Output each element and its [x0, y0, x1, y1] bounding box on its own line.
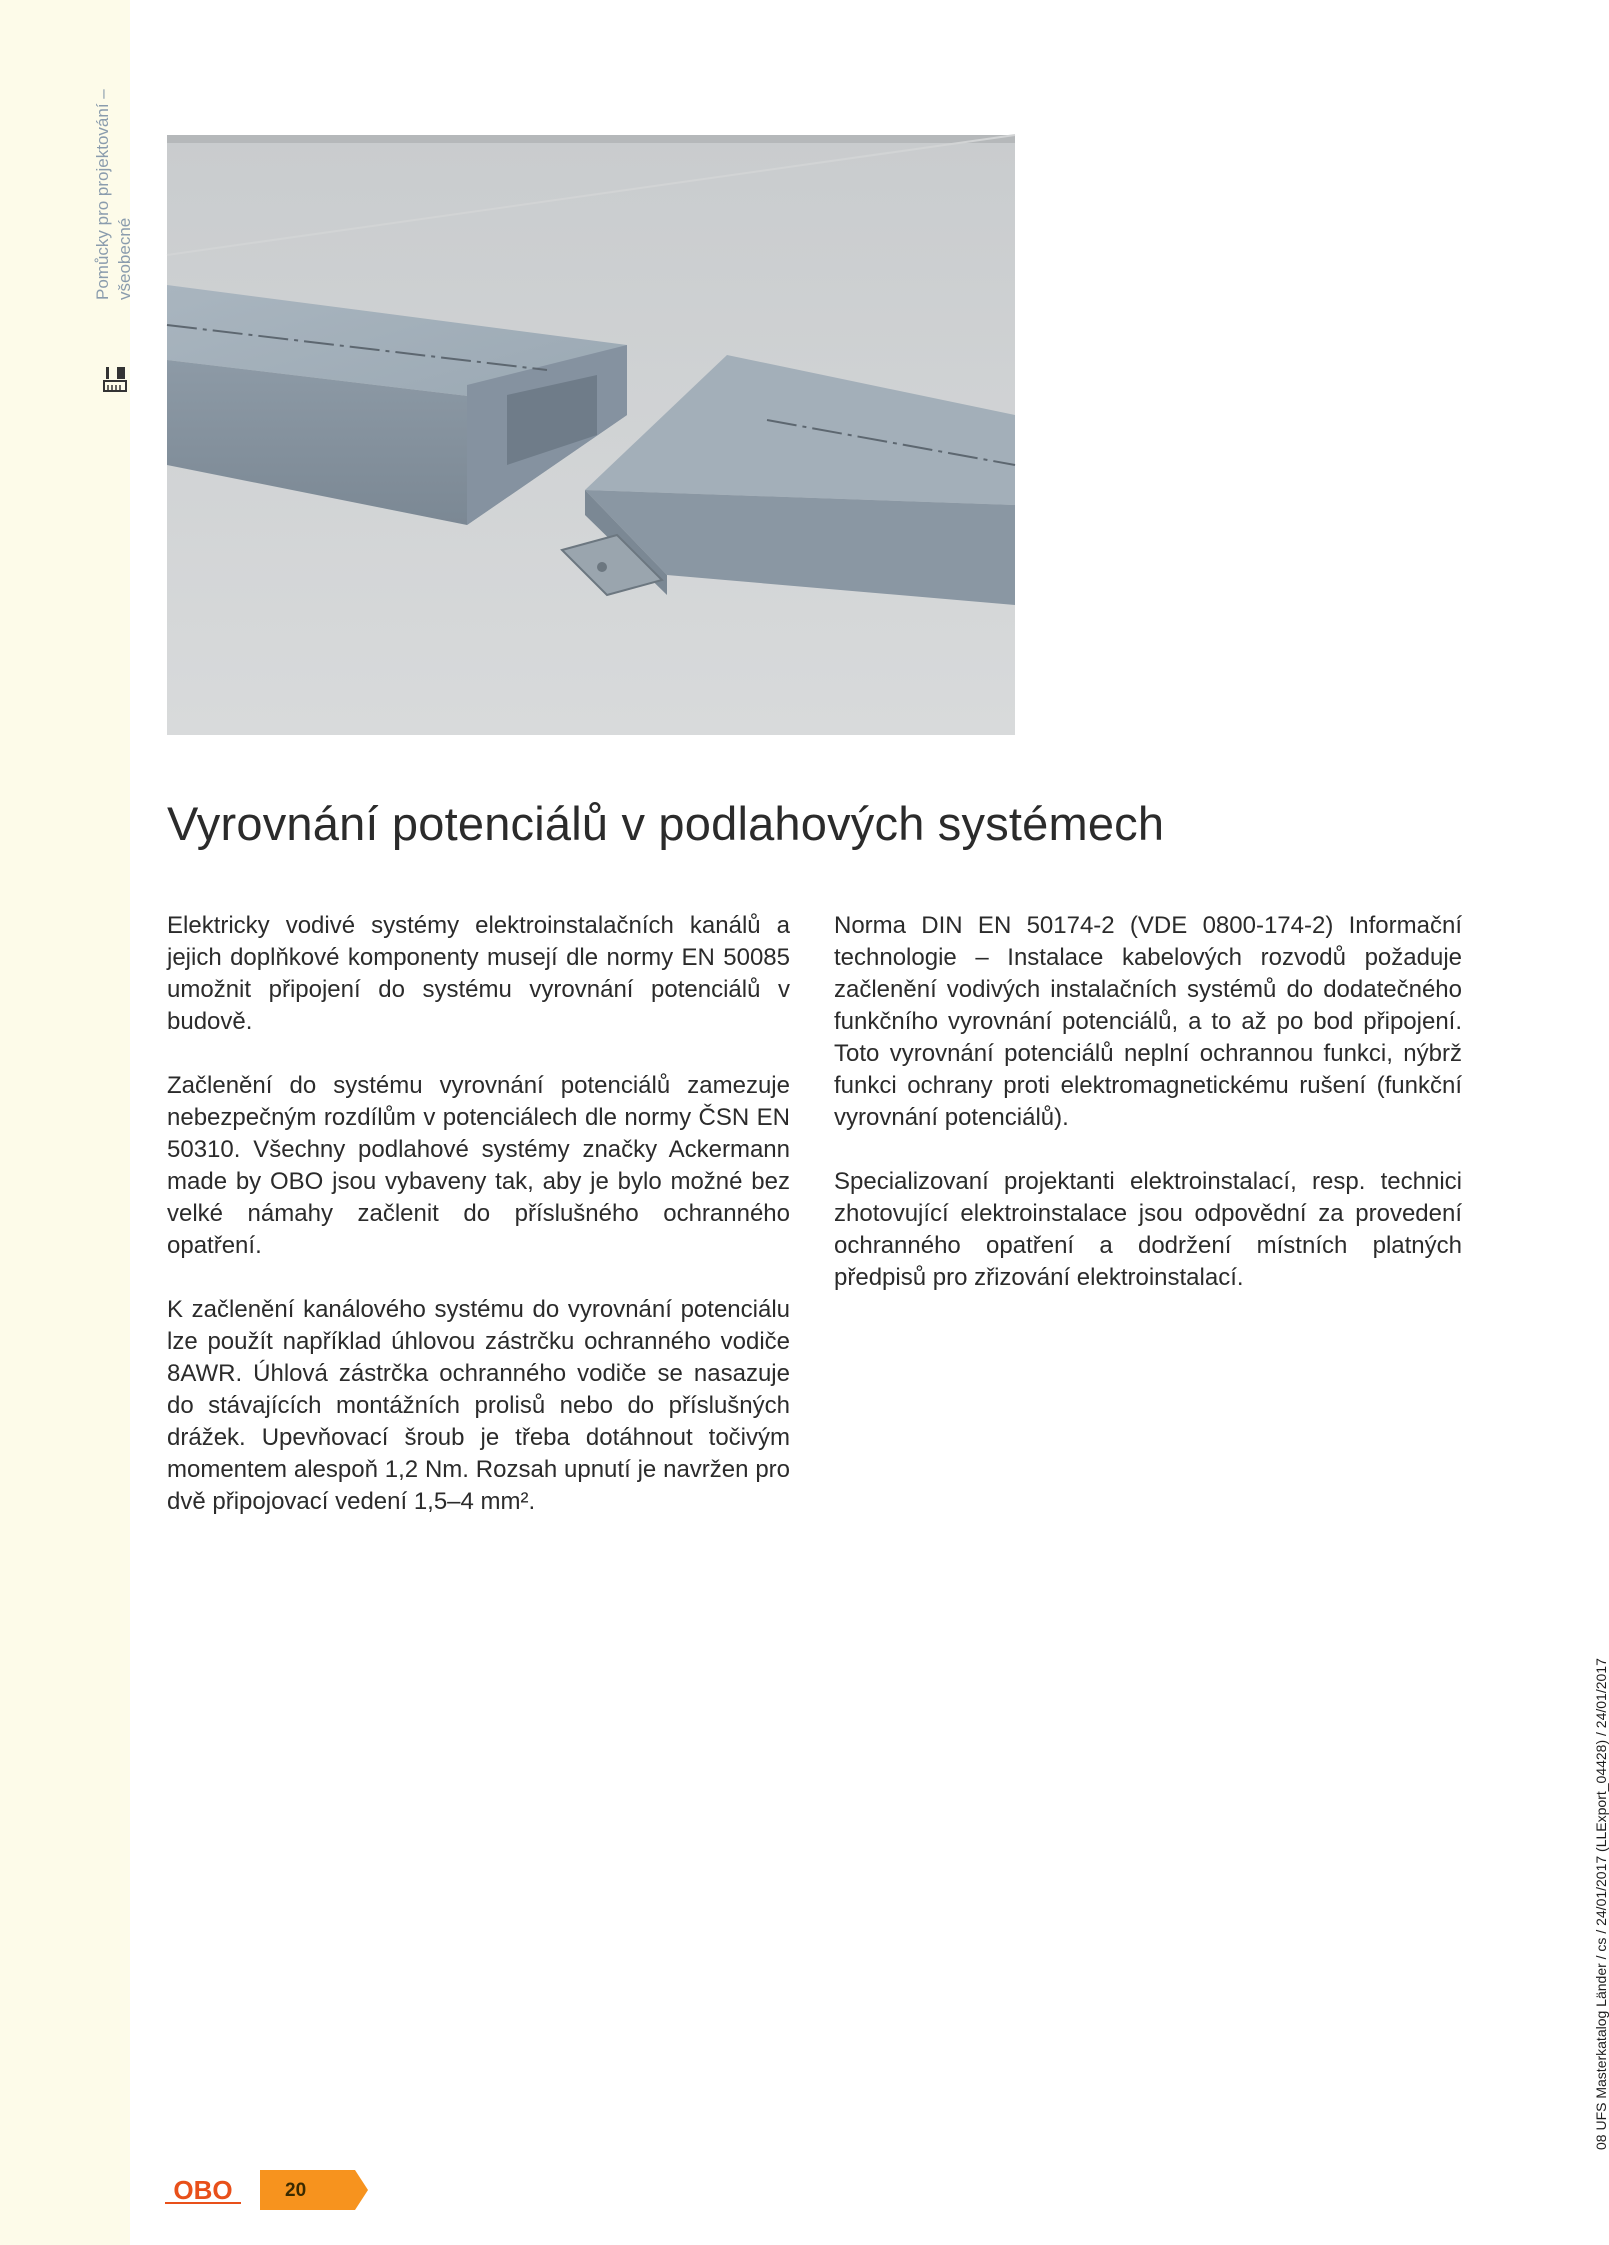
obo-logo [163, 2175, 243, 2205]
paragraph: Elektricky vodivé systémy elektroinstalačních kanálů a jejich doplňkové komponenty musejí dle normy EN 50085 umožnit připojení do systému vyrovnání potenciálů v budově. [167, 912, 790, 1035]
page-title: Vyrovnání potenciálů v podlahových systémech [167, 797, 1165, 850]
ruler-pencil-icon [102, 365, 128, 393]
page-number-tab [260, 2170, 368, 2210]
section-label-line2: všeobecné [115, 217, 134, 300]
left-column [167, 910, 790, 1550]
product-photo [167, 135, 1015, 735]
paragraph: Začlenění do systému vyrovnání potenciálů zamezuje nebezpečným rozdílům v potenciálech dle normy ČSN EN 50310. Všechny podlahové systémy značky Ackermann made by OBO jsou vybaveny tak, aby je bylo možné bez velké námahy začlenit do příslušného ochranného opatření. [167, 1072, 790, 1259]
right-column [834, 910, 1462, 1326]
sidebar [0, 0, 130, 2245]
page-number: 20 [285, 2180, 307, 2201]
paragraph: K začlenění kanálového systému do vyrovnání potenciálu lze použít například úhlovou zástrčku ochranného vodiče 8AWR. Úhlová zástrčka ochranného vodiče se nasazuje do stávajících montážních prolisů nebo do příslušných drážek. Upevňovací šroub je třeba dotáhnout točivým momentem alespoň 1,2 Nm. Rozsah upnutí je navržen pro dvě připojovací vedení 1,5–4 mm². [167, 1296, 790, 1515]
paragraph: Specializovaní projektanti elektroinstalací, resp. technici zhotovující elektroinstalace jsou odpovědní za provedení ochranného opatření a dodržení místních platných předpisů pro zřizování elektroinstalací. [834, 1168, 1462, 1291]
section-label-line1: Pomůcky pro projektování – [93, 89, 112, 300]
logo-text: OBO [173, 2175, 233, 2205]
paragraph: Norma DIN EN 50174-2 (VDE 0800-174-2) Informační technologie – Instalace kabelových rozvodů požaduje začlenění vodivých instalačních systémů do dodatečného funkčního vyrovnání potenciálů, a to až po bod připojení. Toto vyrovnání potenciálů neplní ochrannou funkci, nýbrž funkci ochrany proti elektromagnetickému rušení (funkční vyrovnání potenciálů). [834, 912, 1462, 1131]
catalog-meta: 08 UFS Masterkatalog Länder / cs / 24/01/2017 (LLExport_04428) / 24/01/2017 [1593, 1658, 1609, 2150]
section-label [92, 60, 136, 300]
